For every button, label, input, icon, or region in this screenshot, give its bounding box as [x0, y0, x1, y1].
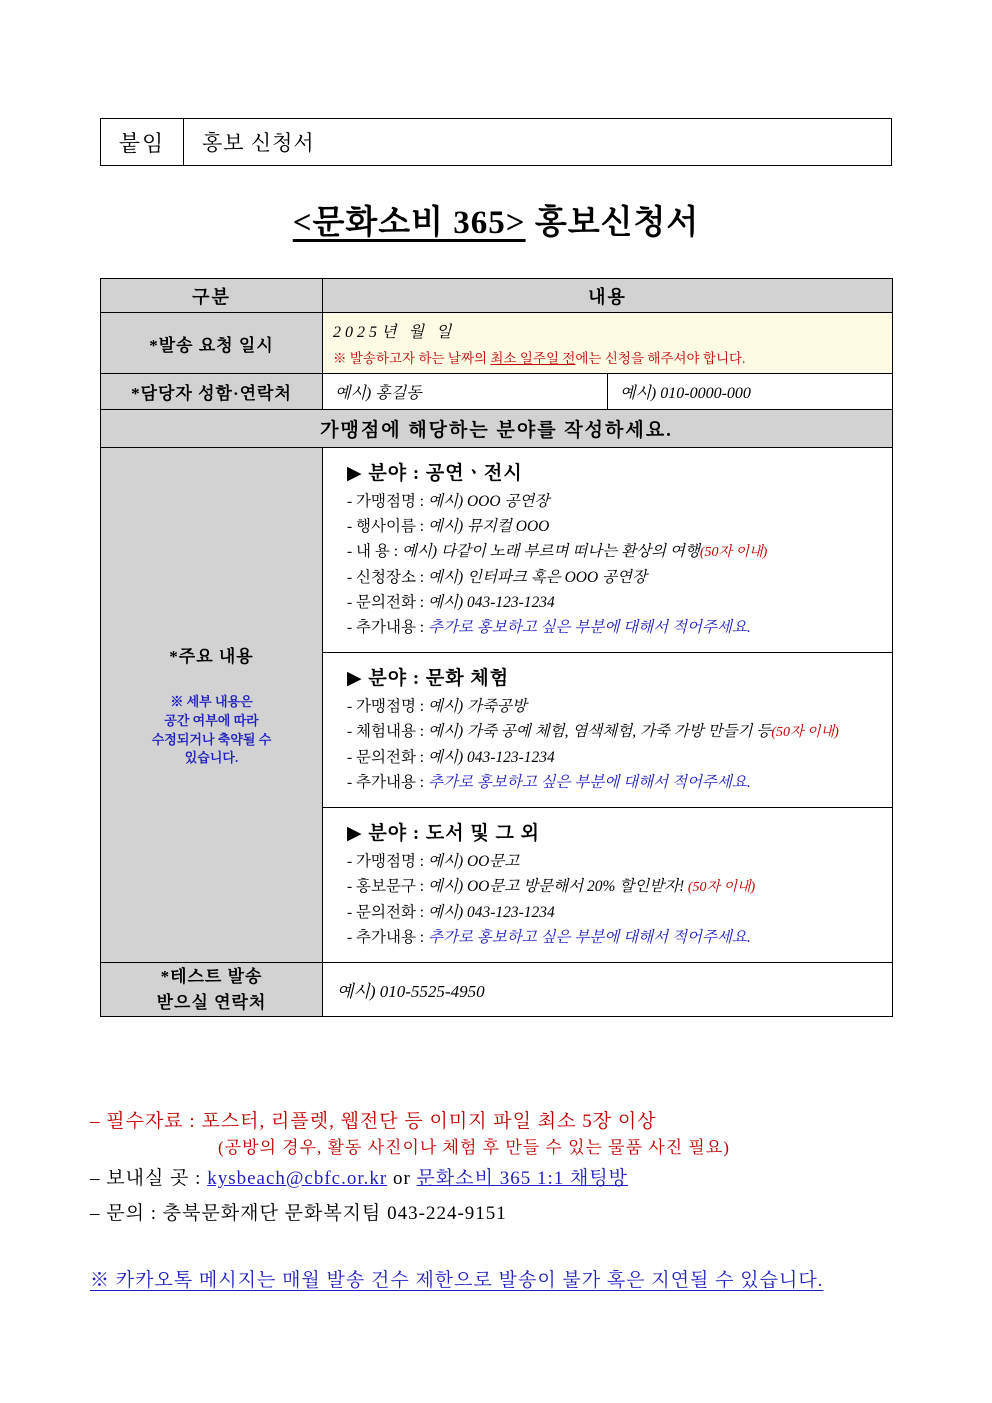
field-value: 예시) 다같이 노래 부르며 떠나는 환상의 여행 — [401, 543, 700, 561]
send-request-notice-emphasis: 최소 일주일 전 — [490, 351, 576, 366]
field-row[interactable] — [347, 925, 880, 950]
main-content-cell — [323, 448, 893, 963]
note-required-materials — [90, 1108, 960, 1160]
field-key: - 내 용 : — [347, 543, 399, 561]
field-value: 예시) 043-123-1234 — [428, 904, 555, 921]
field-key: - 가맹점명 : — [347, 698, 425, 716]
field-block — [323, 653, 892, 808]
field-value: 예시) 043-123-1234 — [428, 594, 555, 611]
field-value: 예시) OO문고 — [428, 853, 520, 871]
field-blocks — [323, 448, 892, 962]
field-value: 예시) OO문고 방문해서 20% 할인받자! — [428, 878, 685, 896]
table-row-manager — [101, 374, 893, 410]
field-key: - 추가내용 : — [347, 619, 425, 637]
field-row[interactable] — [347, 489, 880, 514]
field-row[interactable] — [347, 719, 880, 745]
send-request-date: 2025년 월 일 — [333, 324, 456, 341]
table-header-row — [101, 279, 893, 313]
field-row[interactable] — [347, 694, 880, 719]
field-block-title: ▶ 분야 : 공연ㆍ전시 — [347, 463, 523, 484]
field-row[interactable] — [347, 539, 880, 565]
field-value: 예시) 인터파크 혹은 OOO 공연장 — [428, 568, 647, 586]
field-value: 추가로 홍보하고 싶은 부분에 대해서 적어주세요. — [428, 774, 751, 792]
field-row[interactable] — [347, 565, 880, 590]
note-inquiry: – 문의 : 충북문화재단 문화복지팀 043-224-9151 — [90, 1202, 507, 1224]
field-list — [347, 849, 880, 950]
label-send-request: *발송 요청 일시 — [101, 313, 323, 374]
field-limit: (50자 이내) — [684, 880, 756, 896]
send-request-notice: ※ 발송하고자 하는 날짜의 최소 일주일 전에는 신청을 해주셔야 합니다. — [333, 351, 746, 366]
table-row-test-send — [101, 963, 893, 1017]
table-row-send-request — [101, 313, 893, 374]
label-manager: *담당자 성함·연락처 — [101, 374, 323, 410]
attachment-value: 홍보 신청서 — [184, 118, 892, 166]
field-key: - 가맹점명 : — [347, 853, 425, 871]
field-key: - 홍보문구 : — [347, 878, 425, 896]
label-test-send: *테스트 발송 받으실 연락처 — [101, 963, 323, 1017]
field-row[interactable] — [347, 874, 880, 900]
field-row[interactable] — [347, 745, 880, 770]
email-link[interactable]: kysbeach@cbfc.or.kr — [207, 1168, 388, 1190]
table-row-main-content — [101, 448, 893, 963]
field-value: 예시) 가죽 공예 체험, 염색체험, 가죽 가방 만들기 등 — [428, 723, 772, 741]
label-main-content-title: *주요 내용 — [169, 646, 254, 666]
table-row-section-bar — [101, 410, 893, 448]
field-key: - 가맹점명 : — [347, 493, 425, 510]
field-row[interactable] — [347, 770, 880, 795]
field-key: - 체험내용 : — [347, 723, 425, 741]
value-manager-name[interactable]: 예시) 홍길동 — [323, 374, 608, 410]
chat-link[interactable]: 문화소비 365 1:1 채팅방 — [416, 1168, 629, 1190]
value-test-send[interactable]: 예시) 010-5525-4950 — [323, 963, 893, 1017]
field-value: 예시) 가죽공방 — [428, 698, 527, 716]
value-manager-phone[interactable]: 예시) 010-0000-000 — [608, 374, 893, 410]
field-list — [347, 489, 880, 640]
section-bar-text: 가맹점에 해당하는 분야를 작성하세요. — [101, 410, 893, 448]
field-value: 예시) OOO 공연장 — [428, 493, 550, 510]
application-table — [100, 278, 893, 1017]
value-send-request[interactable] — [323, 313, 893, 374]
page-title-underlined: <문화소비 365> — [292, 205, 526, 241]
field-block-title: ▶ 분야 : 도서 및 그 외 — [347, 823, 540, 845]
page-title — [0, 196, 992, 243]
field-list — [347, 694, 880, 795]
field-row[interactable] — [347, 615, 880, 640]
label-main-content-note: ※ 세부 내용은 공간 여부에 따라 수정되거나 축약될 수 있습니다. — [151, 693, 272, 766]
footer-notes — [90, 1108, 960, 1292]
header-col-category: 구분 — [101, 279, 323, 313]
field-key: - 문의전화 : — [347, 594, 425, 611]
field-row[interactable] — [347, 900, 880, 925]
field-limit: (50자 이내) — [699, 545, 768, 561]
field-key: - 문의전화 : — [347, 904, 425, 921]
field-limit: (50자 이내) — [771, 725, 839, 741]
page-title-rest: 홍보신청서 — [525, 205, 700, 241]
field-key: - 신청장소 : — [347, 568, 425, 586]
attachment-label: 붙임 — [100, 118, 184, 166]
field-row[interactable] — [347, 514, 880, 539]
header-col-content: 내용 — [323, 279, 893, 313]
note-send-to-prefix: – 보내실 곳 : — [90, 1168, 208, 1190]
label-main-content — [101, 448, 323, 963]
field-row[interactable] — [347, 590, 880, 615]
field-row[interactable] — [347, 849, 880, 874]
field-block — [323, 808, 892, 962]
field-key: - 추가내용 : — [347, 929, 425, 947]
note-send-to — [90, 1164, 960, 1194]
field-key: - 문의전화 : — [347, 749, 425, 766]
note-kakao-warning: ※ 카카오톡 메시지는 매월 발송 건수 제한으로 발송이 불가 혹은 지연될 수 있습니다. — [90, 1269, 824, 1291]
field-block — [323, 448, 892, 653]
attachment-row — [100, 118, 892, 166]
field-value: 예시) 043-123-1234 — [428, 749, 555, 766]
note-send-to-mid: or — [387, 1168, 417, 1190]
field-value: 추가로 홍보하고 싶은 부분에 대해서 적어주세요. — [428, 619, 751, 637]
field-key: - 추가내용 : — [347, 774, 425, 792]
field-key: - 행사이름 : — [347, 518, 425, 536]
field-value: 예시) 뮤지컬 OOO — [428, 518, 550, 536]
note-required-line1: – 필수자료 : 포스터, 리플렛, 웹전단 등 이미지 파일 최소 5장 이상 — [90, 1111, 657, 1132]
field-block-title: ▶ 분야 : 문화 체험 — [347, 668, 510, 690]
field-value: 추가로 홍보하고 싶은 부분에 대해서 적어주세요. — [428, 929, 751, 947]
note-required-line2: (공방의 경우, 활동 사진이나 체험 후 만들 수 있는 물품 사진 필요) — [218, 1137, 730, 1157]
